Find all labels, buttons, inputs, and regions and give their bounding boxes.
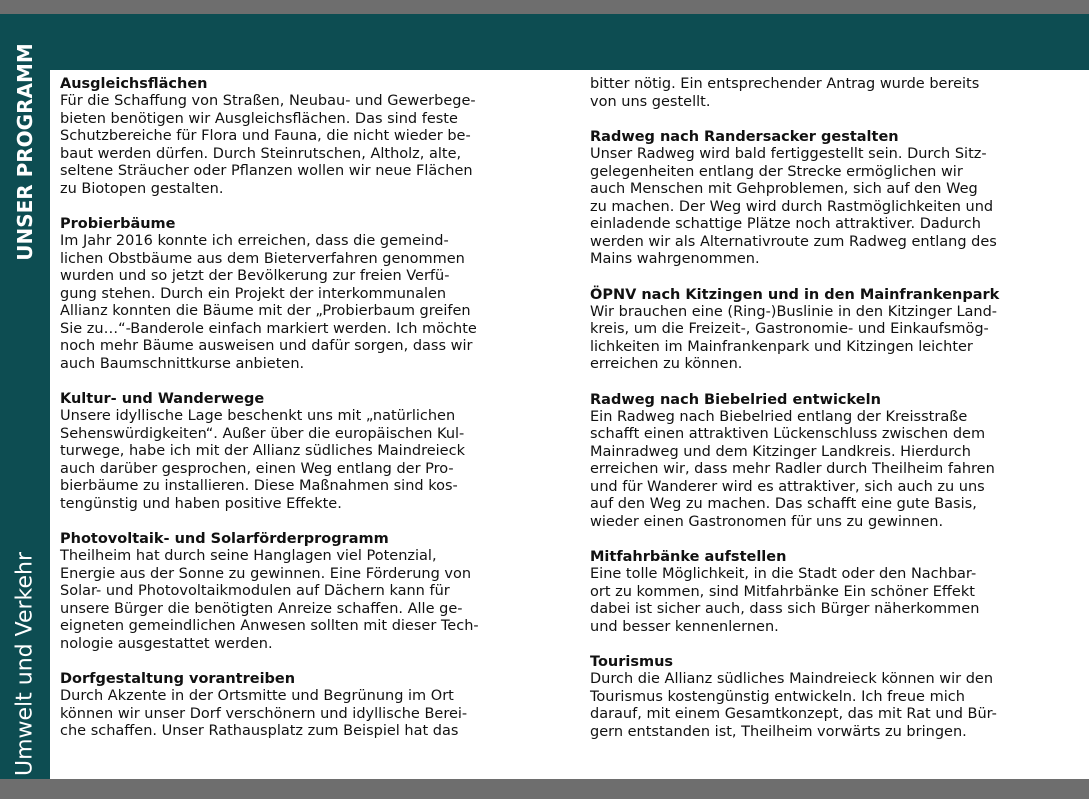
top-border — [0, 0, 1089, 14]
section-body: Unser Radweg wird bald fertiggestellt sein. Durch Sitz- gelegenheiten entlang der Strecke ermöglichen wir auch Menschen mit Gehproblemen, sich auf den Weg zu machen. Der Weg wird durch Rastmöglichkeiten und einladende schattige Plätze noch attraktiver. Dadurch werden wir als Alternativroute zum Radweg entlang des Mains wahrgenommen. — [590, 146, 997, 267]
section-body: Eine tolle Möglichkeit, in die Stadt oder den Nachbar- ort zu kommen, sind Mitfahrbänke Ein schöner Effekt dabei ist sicher auch, dass sich Bürger näherkommen und besser kennenlernen. — [590, 566, 980, 635]
section-heading: Ausgleichsflächen — [60, 76, 208, 92]
header-band — [50, 14, 1089, 70]
section-body: Im Jahr 2016 konnte ich erreichen, dass die gemeind- lichen Obstbäume aus dem Bieterverfahren genommen wurden und so jetzt der Bevölkerung zur freien Verfü- gung stehen. Durch ein Projekt der interkommunalen Allianz konnten die Bäume mit der „Probierbaum greifen Sie zu…“-Banderole einfach markiert werden. Ich möchte noch mehr Bäume ausweisen und dafür sorgen, dass wir auch Baumschnittkurse anbieten. — [60, 233, 477, 372]
section-tourismus — [590, 654, 1085, 741]
section-radweg-randersacker — [590, 129, 1085, 269]
section-heading: Radweg nach Randersacker gestalten — [590, 129, 899, 145]
section-body: Für die Schaffung von Straßen, Neubau- und Gewerbege- bieten benötigen wir Ausgleichsflächen. Das sind feste Schutzbereiche für Flora und Fauna, die nicht wieder be- baut werden dürfen. Durch Steinrutschen, Altholz, alte, seltene Sträucher oder Pflanzen wollen wir neue Flächen zu Biotopen gestalten. — [60, 93, 476, 197]
section-body: Durch die Allianz südliches Maindreieck können wir den Tourismus kostengünstig entwickeln. Ich freue mich darauf, mit einem Gesamtkonzept, das mit Rat und Bür- gern entstanden ist, Theilheim vorwärts zu bringen. — [590, 671, 997, 740]
right-column — [590, 76, 1085, 759]
section-body: Ein Radweg nach Biebelried entlang der Kreisstraße schafft einen attraktiven Lückenschluss zwischen dem Mainradweg und dem Kitzinger Landkreis. Hierdurch erreichen wir, dass mehr Radler durch Theilheim fahren und für Wanderer wird es attraktiver, sich auch zu uns auf den Weg zu machen. Das schafft eine gute Basis, wieder einen Gastronomen für uns zu gewinnen. — [590, 408, 995, 530]
section-body: Theilheim hat durch seine Hanglagen viel Potenzial, Energie aus der Sonne zu gewinnen. Eine Förderung von Solar- und Photovoltaikmodulen auf Dächern kann für unsere Bürger die benötigten Anreize schaffen. Alle ge- eigneten gemeindlichen Anwesen sollten mit dieser Tech- nologie ausgestattet werden. — [60, 548, 479, 652]
section-probierbaeume — [60, 216, 572, 373]
section-oepnv — [590, 287, 1085, 374]
bottom-border — [0, 779, 1089, 799]
left-column — [60, 76, 572, 759]
section-heading: Photovoltaik- und Solarförderprogramm — [60, 531, 389, 547]
section-ausgleichsflaechen — [60, 76, 572, 198]
section-heading: Tourismus — [590, 654, 674, 670]
sidebar-title-top: UNSER PROGRAMM — [13, 43, 37, 261]
sidebar-title-bottom: Umwelt und Verkehr — [12, 551, 38, 777]
section-heading: Dorfgestaltung vorantreiben — [60, 671, 296, 687]
section-heading: Mitfahrbänke aufstellen — [590, 549, 787, 565]
section-mitfahrbaenke — [590, 549, 1085, 636]
section-dorfgestaltung — [60, 671, 572, 741]
sidebar — [0, 14, 50, 779]
section-heading: Kultur- und Wanderwege — [60, 391, 265, 407]
section-body: Wir brauchen eine (Ring-)Buslinie in den Kitzinger Land- kreis, um die Freizeit-, Gastronomie- und Einkaufsmög- lichkeiten im Mainfrankenpark und Kitzingen leichter erreichen zu können. — [590, 303, 998, 372]
section-photovoltaik — [60, 531, 572, 653]
section-heading: ÖPNV nach Kitzingen und in den Mainfrankenpark — [590, 286, 1000, 303]
continued-text: bitter nötig. Ein entsprechender Antrag wurde bereits von uns gestellt. — [590, 76, 980, 110]
section-heading: Probierbäume — [60, 216, 176, 232]
section-heading: Radweg nach Biebelried entwickeln — [590, 391, 881, 408]
section-kultur-wanderwege — [60, 391, 572, 513]
section-body: Unsere idyllische Lage beschenkt uns mit „natürlichen Sehenswürdigkeiten“. Außer über die europäischen Kul- turwege, habe ich mit der Allianz südliches Maindreieck auch darüber gesprochen, einen Weg entlang der Pro- bierbäume zu installieren. Diese Maßnahmen sind kos- tengünstig und haben positive Effekte. — [60, 408, 465, 512]
section-body: Durch Akzente in der Ortsmitte und Begrünung im Ort können wir unser Dorf verschönern und idyllische Berei- che schaffen. Unser Rathausplatz zum Beispiel hat das — [60, 688, 468, 739]
section-radweg-biebelried — [590, 392, 1085, 532]
